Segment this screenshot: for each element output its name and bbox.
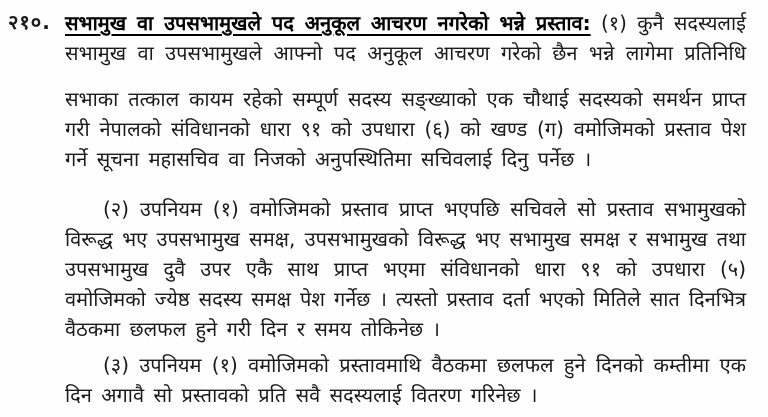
text-line-5: गर्ने सूचना महासचिव वा निजको अनुपस्थितिमा सचिवलाई दिनु पर्नेछ । [65, 147, 592, 171]
text-line-11: (३) उपनियम (१) वमोजिमको प्रस्तावमाथि वैठकमा छलफल हुने दिनको कम्तीमा एक [103, 353, 746, 377]
text-line-7: विरूद्ध भए उपसभामुख समक्ष, उपसभामुखको विरूद्ध भए सभामुख समक्ष र सभामुख तथा [65, 227, 746, 251]
text-line-2: सभामुख वा उपसभामुखले आफ्नो पद अनुकूल आचरण गरेको छैन भन्ने लागेमा प्रतिनिधि [65, 41, 746, 65]
rule-title: सभामुख वा उपसभामुखले पद अनुकूल आचरण नगरेको भन्ने प्रस्ताव: [65, 11, 591, 35]
text-line-12: दिन अगावै सो प्रस्तावको प्रति सवै सदस्यलाई वितरण गरिनेछ । [65, 383, 538, 407]
rule-number: २१०. [8, 10, 51, 34]
text-line-8: उपसभामुख दुवै उपर एकै साथ प्राप्त भएमा संविधानको धारा ९१ को उपधारा (५) [65, 257, 746, 281]
text-line-9: वमोजिमको ज्येष्ठ सदस्य समक्ष पेश गर्नेछ । त्यस्तो प्रस्ताव दर्ता भएको मितिले सात दिनभित्र [65, 287, 746, 311]
text-line-6: (२) उपनियम (१) वमोजिमको प्रस्ताव प्राप्त भएपछि सचिवले सो प्रस्ताव सभामुखको [103, 197, 746, 221]
text-line-3: सभाका तत्काल कायम रहेको सम्पूर्ण सदस्य सङ्ख्याको एक चौथाई सदस्यको समर्थन प्राप्त [65, 87, 746, 111]
text-line-4: गरी नेपालको संविधानको धारा ९१ को उपधारा (६) को खण्ड (ग) वमोजिमको प्रस्ताव पेश [65, 117, 746, 141]
clause1-intro: (१) कुनै सदस्यलाई [600, 11, 746, 35]
text-line-1 [65, 8, 746, 38]
text-line-10: वैठकमा छलफल हुने गरी दिन र समय तोकिनेछ । [65, 317, 440, 341]
